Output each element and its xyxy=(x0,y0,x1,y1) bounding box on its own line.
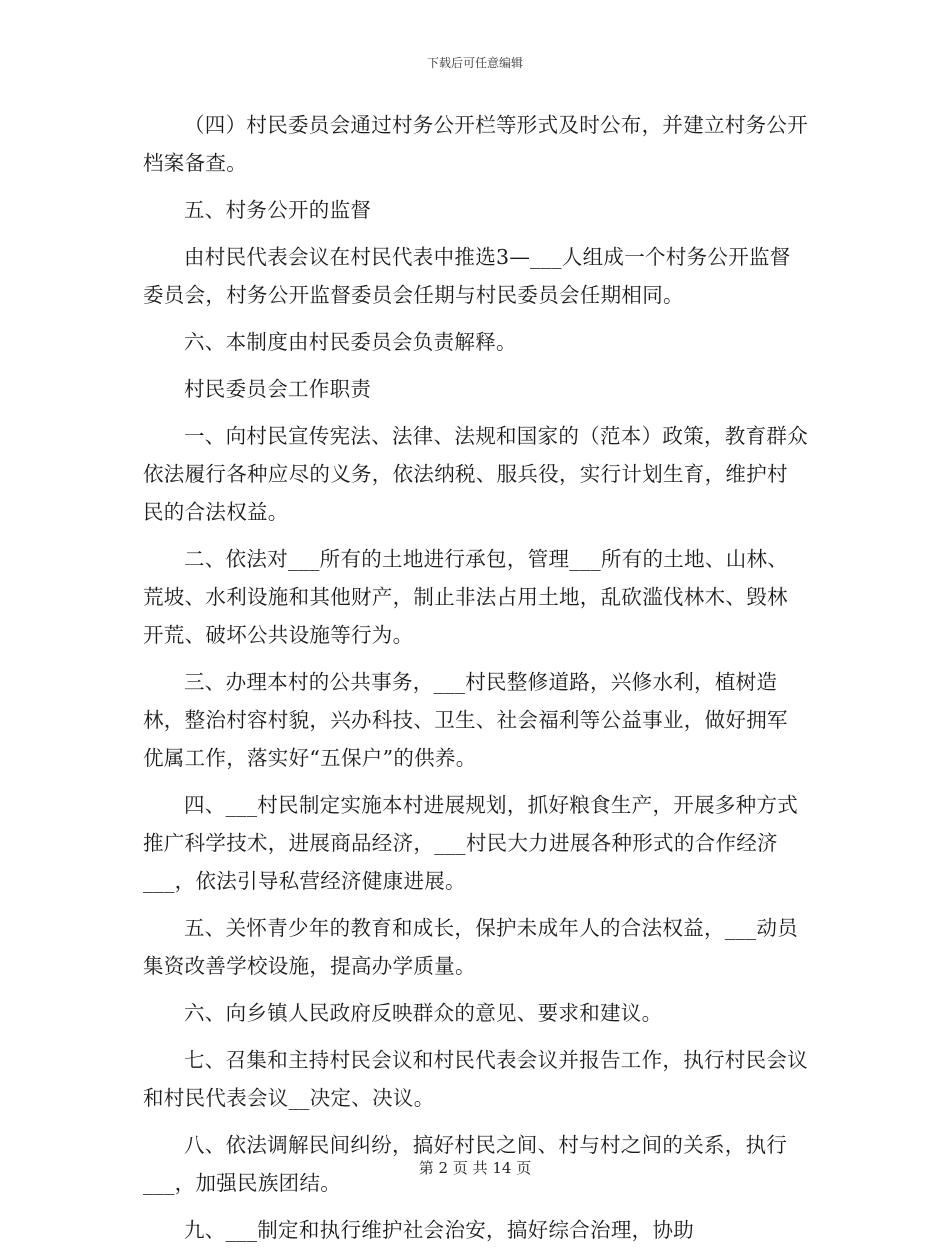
paragraph-14: 九、___制定和执行维护社会治安，搞好综合治理，协助 xyxy=(184,1218,695,1242)
paragraph-2: 五、村务公开的监督 xyxy=(184,198,372,222)
paragraph-4: 六、本制度由村民委员会负责解释。 xyxy=(184,330,517,354)
paragraph-5: 村民委员会工作职责 xyxy=(184,377,372,401)
paragraph-6: 一、向村民宣传宪法、法律、法规和国家的（范本）政策，教育群众依法履行各种应尽的义务，依法纳税、服兵役，实行计划生育，维护村民的合法权益。 xyxy=(143,424,808,524)
paragraph-12: 七、召集和主持村民会议和村民代表会议并报告工作，执行村民会议和村民代表会议__决定、决议。 xyxy=(143,1048,808,1110)
page-footer: 第 2 页 共 14 页 xyxy=(418,1159,532,1177)
paragraph-9: 四、___村民制定实施本村进展规划，抓好粮食生产，开展多种方式推广科学技术，进展商品经济，___村民大力进展各种形式的合作经济___，依法引导私营经济健康进展。 xyxy=(143,793,799,893)
paragraph-13: 八、依法调解民间纠纷，搞好村民之间、村与村之间的关系，执行___，加强民族团结。 xyxy=(143,1133,788,1195)
paragraph-10: 五、关怀青少年的教育和成长，保护未成年人的合法权益，___动员集资改善学校设施，提高办学质量。 xyxy=(143,916,799,978)
page-header: 下载后可任意编辑 xyxy=(426,56,523,70)
paragraph-1: （四）村民委员会通过村务公开栏等形式及时公布，并建立村务公开档案备查。 xyxy=(143,113,808,175)
paragraph-3: 由村民代表会议在村民代表中推选3—___人组成一个村务公开监督委员会，村务公开监督委员会任期与村民委员会任期相同。 xyxy=(143,245,791,307)
paragraph-8: 三、办理本村的公共事务，___村民整修道路，兴修水利，植树造林，整治村容村貌，兴办科技、卫生、社会福利等公益事业，做好拥军优属工作，落实好“五保户”的供养。 xyxy=(143,670,788,770)
paragraph-7: 二、依法对___所有的土地进行承包，管理___所有的土地、山林、荒坡、水利设施和其他财产，制止非法占用土地，乱砍滥伐林木、毁林开荒、破坏公共设施等行为。 xyxy=(143,547,789,647)
paragraph-11: 六、向乡镇人民政府反映群众的意见、要求和建议。 xyxy=(184,1001,663,1025)
document-body xyxy=(143,106,808,1258)
